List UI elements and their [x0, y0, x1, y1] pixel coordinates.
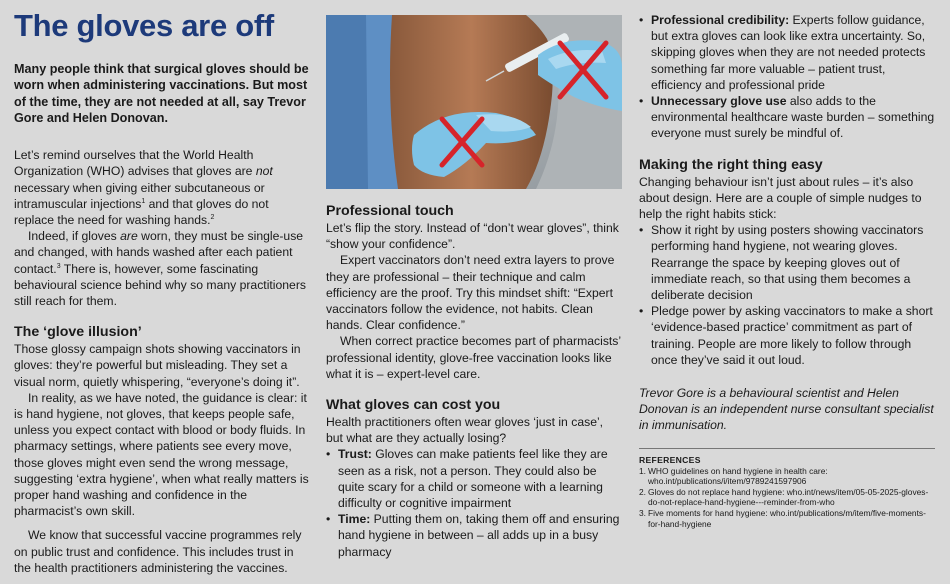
list-item: • Trust: Gloves can make patients feel like they are seen as a risk, not a person. They could also be quite scary for a child or someone with a learning difficulty or cognitive impairment [326, 446, 622, 511]
cost-list-continued [639, 12, 935, 142]
body-paragraph-2: Indeed, if gloves are worn, they must be single-use and changed, with hands washed after each patient contact.$^3$ There is, however, some fascinating behavioural science behind why so many practitioners still reach for them. [14, 229, 306, 309]
author-bio: Trevor Gore is a behavioural scientist and Helen Donovan is an independent nurse consultant specialist in immunisation. [639, 386, 934, 433]
heading-glove-illusion: The ‘glove illusion’ [14, 324, 142, 341]
list-item: • Show it right by using posters showing vaccinators performing hand hygiene, not wearing gloves. Rearrange the space by keeping gloves out of immediate reach, so that using them becomes a deliberate decision [639, 222, 935, 303]
reference-item: 1. WHO guidelines on hand hygiene in health care: who.int/publications/i/item/9789241597906 [639, 465, 828, 487]
list-item: • Unnecessary glove use also adds to the environmental healthcare waste burden – something everyone must surely be mindful of. [639, 93, 935, 142]
body-paragraph-1: Let’s remind ourselves that the World Health Organization (WHO) advises that gloves are not necessary when giving either subcutaneous or intramuscular injections$^1$ and that gloves do not replace the need for washing hands.$^2$ [14, 148, 273, 227]
body-paragraph-7: Expert vaccinators don’t need extra layers to prove they are professional – their technique and calm efficiency are the proof. Try this mindset shift: “Expert vaccinators follow the evidence, not habits. Clean hands. Clear confidence.” [326, 253, 615, 333]
body-paragraph-8: When correct practice becomes part of pharmacists’ professional identity, glove-free vaccination looks like what it is – expert-level care. [326, 334, 621, 381]
body-paragraph-6: Let’s flip the story. Instead of “don’t wear gloves”, think “show your confidence”. [326, 221, 619, 252]
standfirst: Many people think that surgical gloves should be worn when administering vaccinations. But most of the time, they are not needed at all, say Trevor Gore and Helen Donovan. [14, 62, 309, 125]
body-paragraph-4: In reality, as we have noted, the guidance is clear: it is hand hygiene, not gloves, that keeps people safe, unless you expect contact with blood or body fluids. In pharmacy settings, where patients see every move, those gloves might even send the wrong message, suggesting ‘extra hygiene’, when what really matters is proper hand washing and confidence in the pharmacist’s own skill. [14, 390, 309, 519]
body-paragraph-10: Changing behaviour isn’t just about rules – it’s also about design. Here are a couple of simple nudges to help the right habits stick: [639, 174, 922, 222]
vaccination-illustration [326, 15, 622, 189]
heading-right-thing-easy: Making the right thing easy [639, 156, 823, 173]
heading-what-gloves-cost: What gloves can cost you [326, 397, 501, 414]
column-3 [639, 0, 935, 529]
references-list [639, 466, 935, 530]
references-heading: REFERENCES [639, 454, 701, 465]
references-divider [639, 448, 935, 449]
heading-professional-touch: Professional touch [326, 203, 454, 219]
nudge-list [639, 222, 935, 368]
body-paragraph-5: We know that successful vaccine programmes rely on public trust and confidence. This includes trust in the health practitioners administering the vaccines. [14, 528, 302, 575]
body-paragraph-3: Those glossy campaign shots showing vaccinators in gloves: they’re powerful but misleading. They set a visual norm, quietly whispering, “everyone’s doing it”. [14, 342, 301, 389]
list-item: • Pledge power by asking vaccinators to make a short ‘evidence-based practice’ commitment as part of training. People are more likely to follow through once they’ve said it out loud. [639, 303, 935, 368]
list-item: • Time: Putting them on, taking them off and ensuring hand hygiene in between – all adds up in a busy pharmacy [326, 511, 622, 560]
reference-item: 3. Five moments for hand hygiene: who.int/publications/m/item/five-moments-for-hand-hygiene [639, 508, 926, 529]
article-title: The gloves are off [14, 8, 274, 43]
list-item: • Professional credibility: Experts follow guidance, but extra gloves can look like extra uncertainty. So, skipping gloves when they are not needed protects something far more valuable – patient trust, efficiency and professional pride [639, 12, 935, 93]
reference-item: 2. Gloves do not replace hand hygiene: who.int/news/item/05-05-2025-gloves-do-not-replace-hand-hygiene---reminder-from-who [639, 486, 929, 508]
vaccination-photo [326, 15, 622, 189]
column-2 [326, 0, 622, 560]
body-paragraph-9: Health practitioners often wear gloves ‘just in case’, but what are they actually losing? [326, 415, 604, 446]
cost-list [326, 446, 622, 559]
column-1 [14, 0, 310, 576]
